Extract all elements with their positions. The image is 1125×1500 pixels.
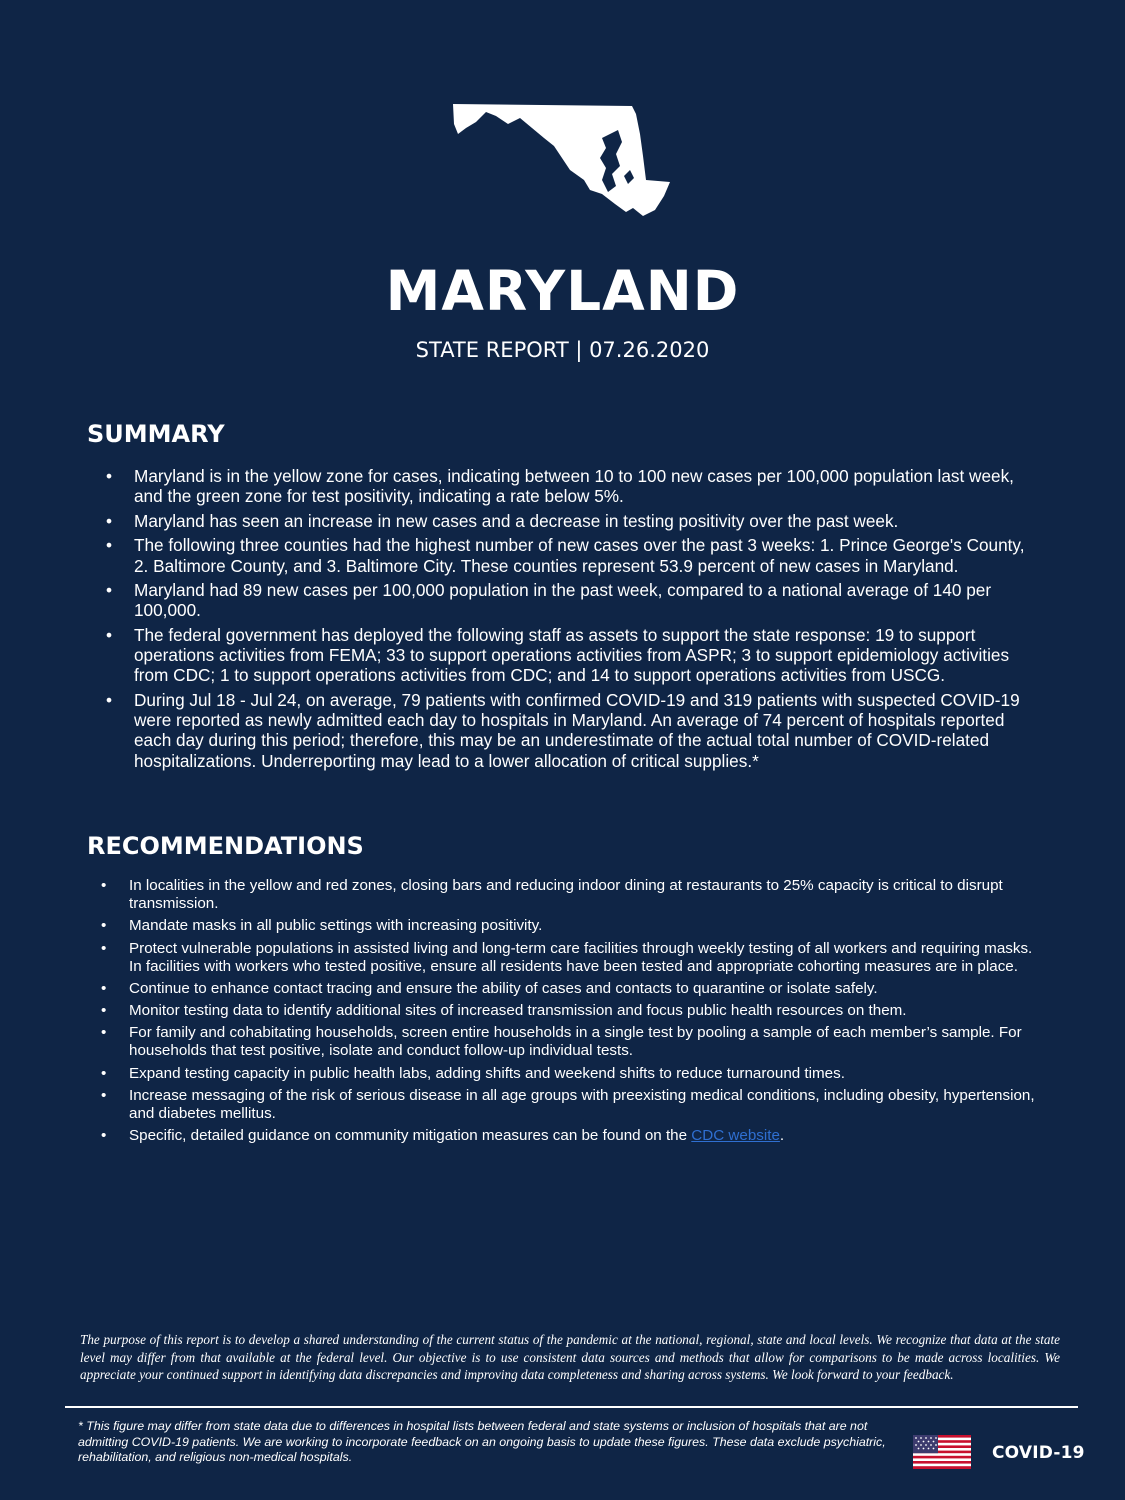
bullet-icon: • [101, 979, 107, 997]
bullet-icon: • [101, 917, 107, 935]
summary-heading: SUMMARY [87, 420, 225, 448]
recommendation-item [101, 1002, 1036, 1020]
recommendation-item [101, 1024, 1036, 1060]
summary-item [106, 625, 1036, 686]
bullet-icon: • [106, 466, 113, 486]
recommendation-item [101, 877, 1036, 913]
us-flag-icon [913, 1435, 971, 1469]
recommendation-item [101, 1127, 1036, 1145]
summary-item-text: Maryland has seen an increase in new cases and a decrease in testing positivity over the past week. [134, 510, 899, 531]
summary-item-text: Maryland is in the yellow zone for cases, indicating between 10 to 100 new cases per 100,000 population last week, and the green zone for test positivity, indicating a rate below 5%. [134, 466, 1014, 507]
page-title: MARYLAND [385, 259, 740, 323]
covid-19-badge: COVID-19 [992, 1443, 1085, 1463]
bullet-icon: • [101, 1064, 107, 1082]
recommendations-list [101, 877, 1036, 1150]
recommendation-item-text: In localities in the yellow and red zones, closing bars and reducing indoor dining at restaurants to 25% capacity is critical to disrupt transmission. [129, 877, 1003, 912]
hospital-footnote: * This figure may differ from state data due to differences in hospital lists between federal and state systems or inclusion of hospitals that are not admitting COVID-19 patients. We are working to incorporate feedback on an ongoing basis to update these figures. These data exclude psychiatric, rehabilitation, and religious non-medical hospitals. [78, 1419, 886, 1464]
recommendation-item-text: Increase messaging of the risk of serious disease in all age groups with preexisting medical conditions, including obesity, hypertension, and diabetes mellitus. [129, 1087, 1035, 1123]
summary-item-text: The following three counties had the highest number of new cases over the past 3 weeks: 1. Prince George's County, 2. Baltimore County, and 3. Baltimore City. These counties represent 53.9 percent of new cases in Maryland. [134, 535, 1025, 576]
summary-item-text: Maryland had 89 new cases per 100,000 population in the past week, compared to a national average of 140 per 100,000. [134, 580, 992, 621]
maryland-map-icon [450, 100, 675, 220]
bullet-icon: • [101, 1002, 107, 1020]
summary-item-text: During Jul 18 - Jul 24, on average, 79 patients with confirmed COVID-19 and 319 patients with suspected COVID-19 were reported as newly admitted each day to hospitals in Maryland. An average of 74 percent of hospitals reported each day during this period; therefore, this may be an underestimate of the actual total number of COVID-related hospitalizations. Underreporting may lead to a lower allocation of critical supplies.* [134, 689, 1020, 771]
bullet-icon: • [106, 624, 113, 645]
summary-item [106, 535, 1036, 575]
recommendation-item-suffix: . [779, 1127, 785, 1145]
bullet-icon: • [101, 1024, 107, 1042]
recommendation-item-text: Expand testing capacity in public health labs, adding shifts and weekend shifts to reduce turnaround times. [129, 1064, 845, 1082]
bullet-icon: • [101, 877, 107, 894]
report-disclaimer: The purpose of this report is to develop a shared understanding of the current status of the pandemic at the national, regional, state and local levels. We recognize that data at the state level may differ from that available at the federal level. Our objective is to use consistent data sources and methods that allow for comparisons to be made across localities. We appreciate your continued support in identifying data discrepancies and improving data completeness and sharing across systems. We look forward to your feedback. [80, 1332, 1060, 1382]
bullet-icon: • [106, 535, 113, 556]
recommendation-item-text: Monitor testing data to identify additional sites of increased transmission and focus public health resources on them. [129, 1002, 907, 1020]
cdc-website-link[interactable]: CDC website [691, 1127, 780, 1145]
summary-item-text: The federal government has deployed the following staff as assets to support the state response: 19 to support operations activities from FEMA; 33 to support operations activities from ASPR; 3 to support epidemiology activities from CDC; 1 to support operations activities from CDC; and 14 to support operations activities from USCG. [134, 624, 1010, 686]
report-subtitle: STATE REPORT | 07.26.2020 [415, 338, 710, 362]
recommendations-heading: RECOMMENDATIONS [87, 832, 364, 860]
recommendation-item [101, 1065, 1036, 1083]
recommendation-item [101, 917, 1036, 935]
recommendation-item-text: Mandate masks in all public settings with increasing positivity. [129, 917, 543, 935]
recommendation-item [101, 1087, 1036, 1123]
recommendation-item-text: Continue to enhance contact tracing and ensure the ability of cases and contacts to quarantine or isolate safely. [129, 979, 878, 997]
bullet-icon: • [101, 1087, 107, 1105]
recommendation-item [101, 940, 1036, 976]
recommendation-item [101, 980, 1036, 998]
summary-list [106, 466, 1036, 775]
recommendation-item-text: Protect vulnerable populations in assisted living and long-term care facilities through weekly testing of all workers and requiring masks. In facilities with workers who tested positive, ensure all residents have been tested and appropriate cohorting measures are in place. [129, 939, 1033, 975]
summary-item [106, 580, 1036, 620]
footer-divider [65, 1406, 1078, 1408]
bullet-icon: • [101, 939, 107, 957]
bullet-icon: • [101, 1127, 107, 1145]
recommendation-item-text: Specific, detailed guidance on community mitigation measures can be found on the [129, 1127, 692, 1145]
recommendation-item-text: For family and cohabitating households, screen entire households in a single test by pooling a sample of each member’s sample. For households that test positive, isolate and conduct follow-up individual tests. [129, 1024, 1022, 1060]
summary-item [106, 511, 1036, 531]
summary-item [106, 466, 1036, 506]
summary-item [106, 690, 1036, 771]
bullet-icon: • [106, 510, 113, 531]
bullet-icon: • [106, 580, 113, 601]
bullet-icon: • [106, 689, 113, 710]
